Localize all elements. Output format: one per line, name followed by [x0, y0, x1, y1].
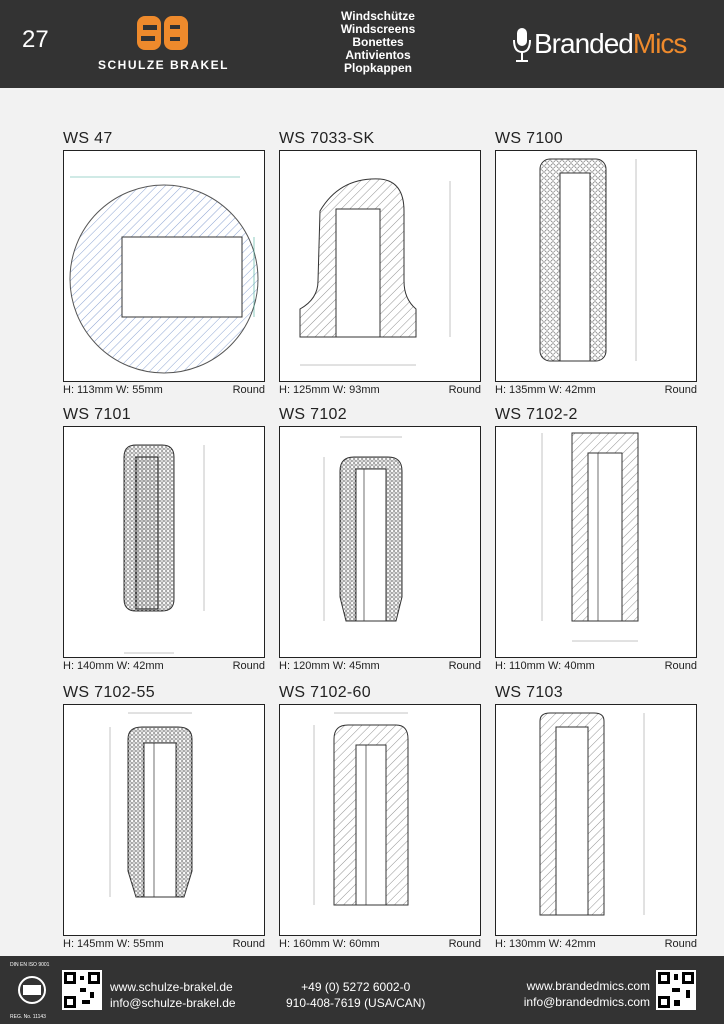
website-link-right[interactable]: www.brandedmics.com — [526, 979, 650, 993]
product-shape: Round — [448, 660, 481, 672]
product-dimensions: H: 120mm W: 45mm — [279, 660, 380, 672]
page-header — [0, 0, 724, 88]
language-item: Antivientos — [345, 48, 411, 62]
page-number: 27 — [22, 26, 49, 53]
product-drawing — [495, 426, 697, 658]
product-drawing — [495, 150, 697, 382]
microphone-icon — [512, 28, 532, 64]
ws7102-60-drawing — [280, 705, 480, 935]
email-link-right[interactable]: info@brandedmics.com — [523, 995, 650, 1009]
qr-code-right-icon — [656, 970, 696, 1010]
product-drawing — [63, 426, 265, 658]
page-footer — [0, 956, 724, 1024]
branded-mics-logo — [512, 24, 692, 64]
product-dimensions: H: 113mm W: 55mm — [63, 384, 163, 396]
product-dimensions: H: 130mm W: 42mm — [495, 938, 596, 950]
product-model: WS 7102-55 — [63, 684, 155, 701]
product-dimensions: H: 145mm W: 55mm — [63, 938, 164, 950]
product-dimensions: H: 125mm W: 93mm — [279, 384, 380, 396]
ws7033-drawing — [280, 151, 480, 381]
product-shape: Round — [664, 660, 697, 672]
product-shape: Round — [232, 660, 265, 672]
product-model: WS 7033-SK — [279, 130, 375, 147]
qr-code-left-icon — [62, 970, 102, 1010]
email-link-left[interactable]: info@schulze-brakel.de — [110, 996, 236, 1010]
language-item: Bonettes — [352, 35, 404, 49]
contact-phones — [286, 979, 425, 1011]
product-drawing — [495, 704, 697, 936]
product-drawing — [279, 426, 481, 658]
ws7103-drawing — [496, 705, 696, 935]
product-drawing — [63, 704, 265, 936]
brand-left-name: SCHULZE BRAKEL — [98, 58, 229, 72]
certification-seal-icon — [12, 974, 52, 1006]
product-model: WS 7102-60 — [279, 684, 371, 701]
registration-number: REG. No. 11143 — [10, 1014, 46, 1020]
ws7100-drawing — [496, 151, 696, 381]
iso-label: DIN EN ISO 9001 — [10, 962, 50, 968]
product-model: WS 7102 — [279, 406, 347, 423]
language-item: Windschütze — [341, 9, 415, 23]
product-dimensions: H: 160mm W: 60mm — [279, 938, 380, 950]
product-model: WS 7100 — [495, 130, 563, 147]
ws47-drawing — [64, 151, 264, 381]
product-shape: Round — [664, 938, 697, 950]
product-shape: Round — [448, 938, 481, 950]
schulze-brakel-logo-icon — [137, 16, 189, 50]
product-shape: Round — [232, 938, 265, 950]
product-dimensions: H: 140mm W: 42mm — [63, 660, 164, 672]
product-shape: Round — [448, 384, 481, 396]
product-dimensions: H: 135mm W: 42mm — [495, 384, 596, 396]
product-model: WS 7102-2 — [495, 406, 578, 423]
brand-right-accent: Mics — [632, 28, 687, 59]
product-drawing — [63, 150, 265, 382]
website-link-left[interactable]: www.schulze-brakel.de — [110, 980, 233, 994]
product-drawing — [279, 704, 481, 936]
ws7102-55-drawing — [64, 705, 264, 935]
ws7102-2-drawing — [496, 427, 696, 657]
language-list — [318, 10, 438, 75]
phone-germany: +49 (0) 5272 6002-0 — [301, 980, 411, 994]
product-drawing — [279, 150, 481, 382]
contact-right — [524, 978, 650, 1010]
product-dimensions: H: 110mm W: 40mm — [495, 660, 595, 672]
language-item: Plopkappen — [343, 61, 412, 75]
language-item: Windscreens — [340, 22, 416, 36]
product-shape: Round — [664, 384, 697, 396]
iso-badge — [10, 962, 56, 1020]
phone-usa: 910-408-7619 (USA/CAN) — [286, 996, 426, 1010]
ws7102-drawing — [280, 427, 480, 657]
brand-right-main: Branded — [534, 28, 633, 59]
contact-left — [110, 979, 236, 1011]
product-model: WS 47 — [63, 130, 113, 147]
product-model: WS 7101 — [63, 406, 131, 423]
ws7101-drawing — [64, 427, 264, 657]
product-model: WS 7103 — [495, 684, 563, 701]
product-shape: Round — [232, 384, 265, 396]
